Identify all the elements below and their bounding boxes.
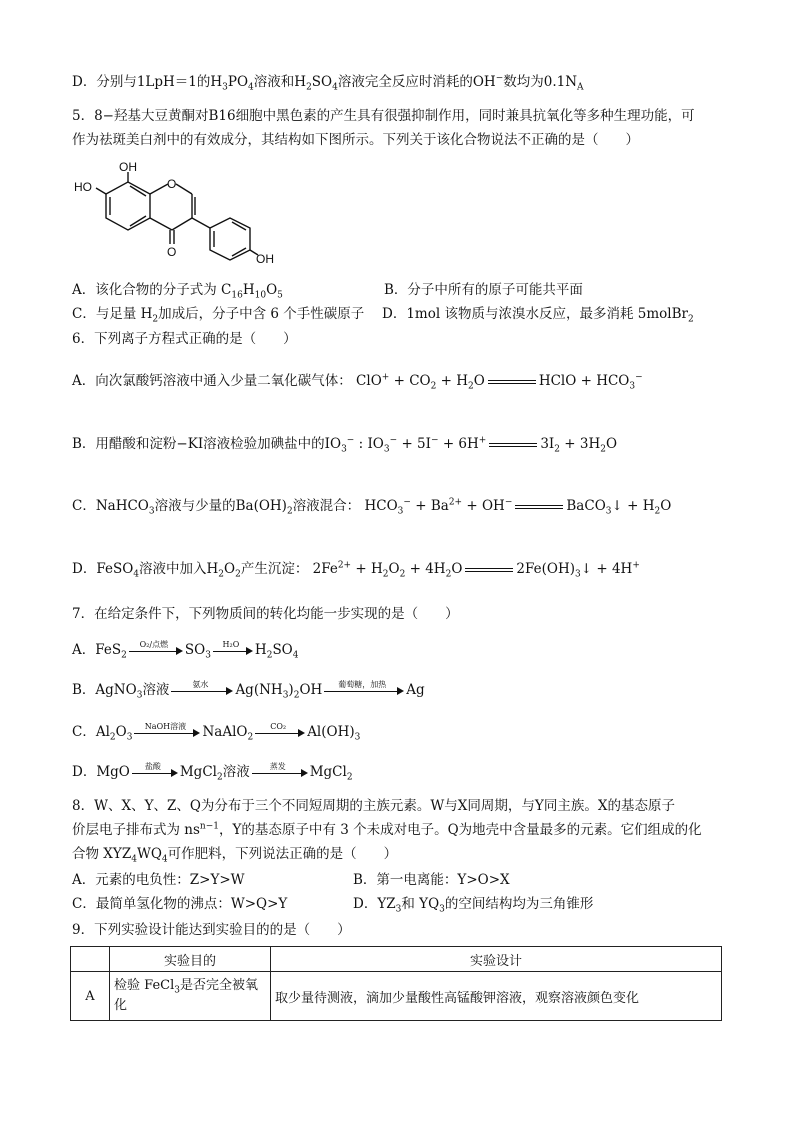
mol-oh-right: OH <box>256 252 274 266</box>
row-design: 取少量待测液，滴加少量酸性高锰酸钾溶液，观察溶液颜色变化 <box>271 972 722 1021</box>
q4-option-d: D．分别与1LpH＝1的$H_3PO_4$溶液和$H_2SO_4$溶液完全反应时消耗的OH−数均为$0.1N_A$ <box>72 73 584 93</box>
q8-option-d: D．$YZ_3$和 $YQ_3$的空间结构均为三角锥形 <box>353 896 594 915</box>
row-purpose: 检验 FeCl$_3$是否完全被氧 化 <box>110 972 271 1021</box>
q7-option-d: D．MgO 盐酸 MgCl$_2$溶液 蒸发 MgCl$_2$ <box>72 761 353 783</box>
q5-option-c: C．与足量 $H_2$加成后，分子中含 6 个手性碳原子 <box>72 306 365 325</box>
q8-option-a: A．元素的电负性：Z>Y>W <box>72 872 245 888</box>
q6-option-b: B．用醋酸和淀粉−KI溶液检验加碘盐中的$IO_3^-$ : $IO_3^- + 5I^- + 6H^+$ $3I_2 + 3H_2O$ <box>72 435 618 455</box>
mol-o-keto: O <box>167 245 177 259</box>
q7-option-b: B．AgNO$_3$溶液 氨水 $Ag(NH_3)_2OH$ 葡萄糖，加热 Ag <box>72 679 425 701</box>
q5-option-d: D．1mol 该物质与浓溴水反应，最多消耗 5molBr$_2$ <box>382 306 694 325</box>
q5-stem-line2: 作为祛斑美白剂中的有效成分，其结构如下图所示。下列关于该化合物说法不正确的是（ ） <box>72 132 639 148</box>
q5-option-b: B．分子中所有的原子可能共平面 <box>384 282 583 298</box>
table-row <box>71 972 722 1021</box>
q8-stem-line1: 8．W、X、Y、Z、Q为分布于三个不同短周期的主族元素。W与X同周期，与Y同主族。X的基态原子 <box>72 798 675 814</box>
row-label: A <box>71 972 110 1021</box>
mol-ho-left: HO <box>74 180 92 194</box>
q7-stem: 7．在给定条件下，下列物质间的转化均能一步实现的是（ ） <box>72 606 459 622</box>
table-header-row <box>71 947 722 972</box>
header-design: 实验设计 <box>271 947 722 972</box>
q7-option-c: C．$Al_2O_3$ NaOH溶液 NaAlO$_2$ CO₂ $Al(OH)_3$ <box>72 721 361 743</box>
q5-stem-line1: 5．8−羟基大豆黄酮对B16细胞中黑色素的产生具有很强抑制作用，同时兼具抗氧化等多种生理功能，可 <box>72 108 695 124</box>
q8-stem-line2: 价层电子排布式为 $ns^{n-1}$，Y的基态原子中有 3 个未成对电子。Q为地壳中含量最多的元素。它们组成的化 <box>72 821 702 838</box>
header-purpose: 实验目的 <box>110 947 271 972</box>
q6-stem: 6．下列离子方程式正确的是（ ） <box>72 331 297 347</box>
q5-molecule-structure <box>72 160 272 266</box>
q5-option-a: A．该化合物的分子式为 $C_{16}H_{10}O_5$ <box>72 282 283 301</box>
header-blank <box>71 947 110 972</box>
q9-experiment-table <box>70 946 722 1021</box>
q8-stem-line3: 合物 $XYZ_4WQ_4$可作肥料，下列说法正确的是（ ） <box>72 846 398 865</box>
q6-option-c: C．NaHCO$_3$溶液与少量的$Ba(OH)_2$溶液混合： $HCO_3^- + Ba^{2+} + OH^-$ BaCO$_3$↓ + $H_2O$ <box>72 497 672 517</box>
q6-option-d: D．FeSO$_4$溶液中加入$H_2O_2$产生沉淀： $2Fe^{2+} + H_2O_2 + 4H_2O$ $2Fe(OH)_3↓ + 4H^+$ <box>72 560 640 580</box>
q7-option-a: A．FeS$_2$ O₂/点燃 $SO_3$ H₂O $H_2SO_4$ <box>72 639 299 661</box>
q9-stem: 9．下列实验设计能达到实验目的的是（ ） <box>72 922 351 938</box>
q6-option-a: A．向次氯酸钙溶液中通入少量二氧化碳气体： $ClO^+ + CO_2 + H_2O$ HClO + $HCO_3^-$ <box>72 372 643 392</box>
q8-option-c: C．最简单氢化物的沸点：W>Q>Y <box>72 896 288 912</box>
mol-o-ring: O <box>167 177 177 191</box>
mol-oh-top: OH <box>119 160 137 174</box>
q8-option-b: B．第一电离能：Y>O>X <box>353 872 510 888</box>
